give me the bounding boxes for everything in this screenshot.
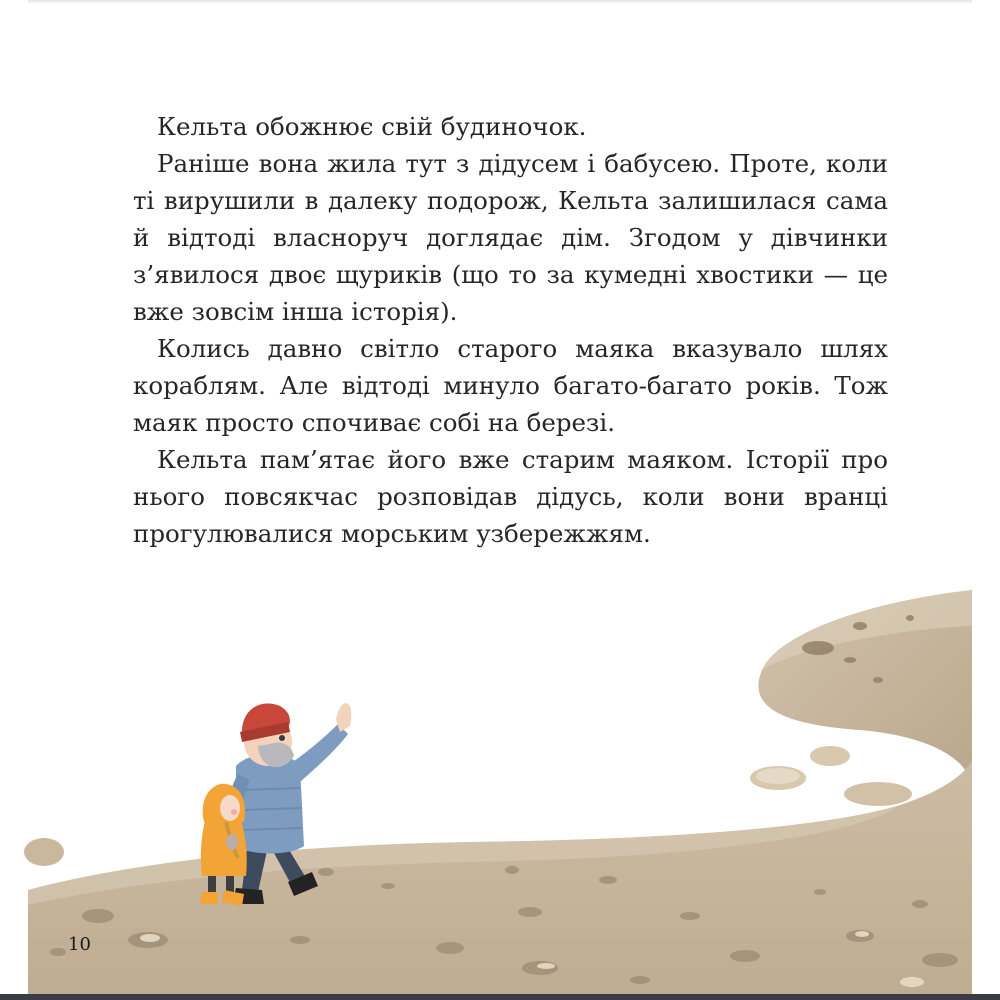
light-stones [750, 746, 912, 806]
paragraph-1: Кельта обожнює свій будиночок. [157, 112, 587, 141]
top-edge-shadow [28, 0, 972, 4]
story-text [133, 108, 888, 552]
bottom-edge-bar [0, 994, 1000, 1000]
left-rock [24, 838, 64, 866]
beach-illustration [0, 560, 1000, 1000]
page-number: 10 [68, 934, 91, 955]
paragraph-2: Раніше вона жила тут з дідусем і бабусею. Проте, коли ті вирушили в далеку подорож, Кельта залишилася сама й відтоді власноруч доглядає дім. Згодом у дівчинки з’явилося двоє щуриків (що то за кумедні хвостики — це вже зовсім інша історія). [133, 149, 888, 326]
paragraph-3: Колись давно світло старого маяка вказувало шлях кораблям. Але відтоді минуло багато-багато років. Тож маяк просто спочиває собі на березі. [133, 334, 888, 437]
paragraph-4: Кельта пам’ятає його вже старим маяком. Історії про нього повсякчас розповідав дідусь, коли вони вранці прогулювалися морським узбережжям. [133, 445, 888, 548]
